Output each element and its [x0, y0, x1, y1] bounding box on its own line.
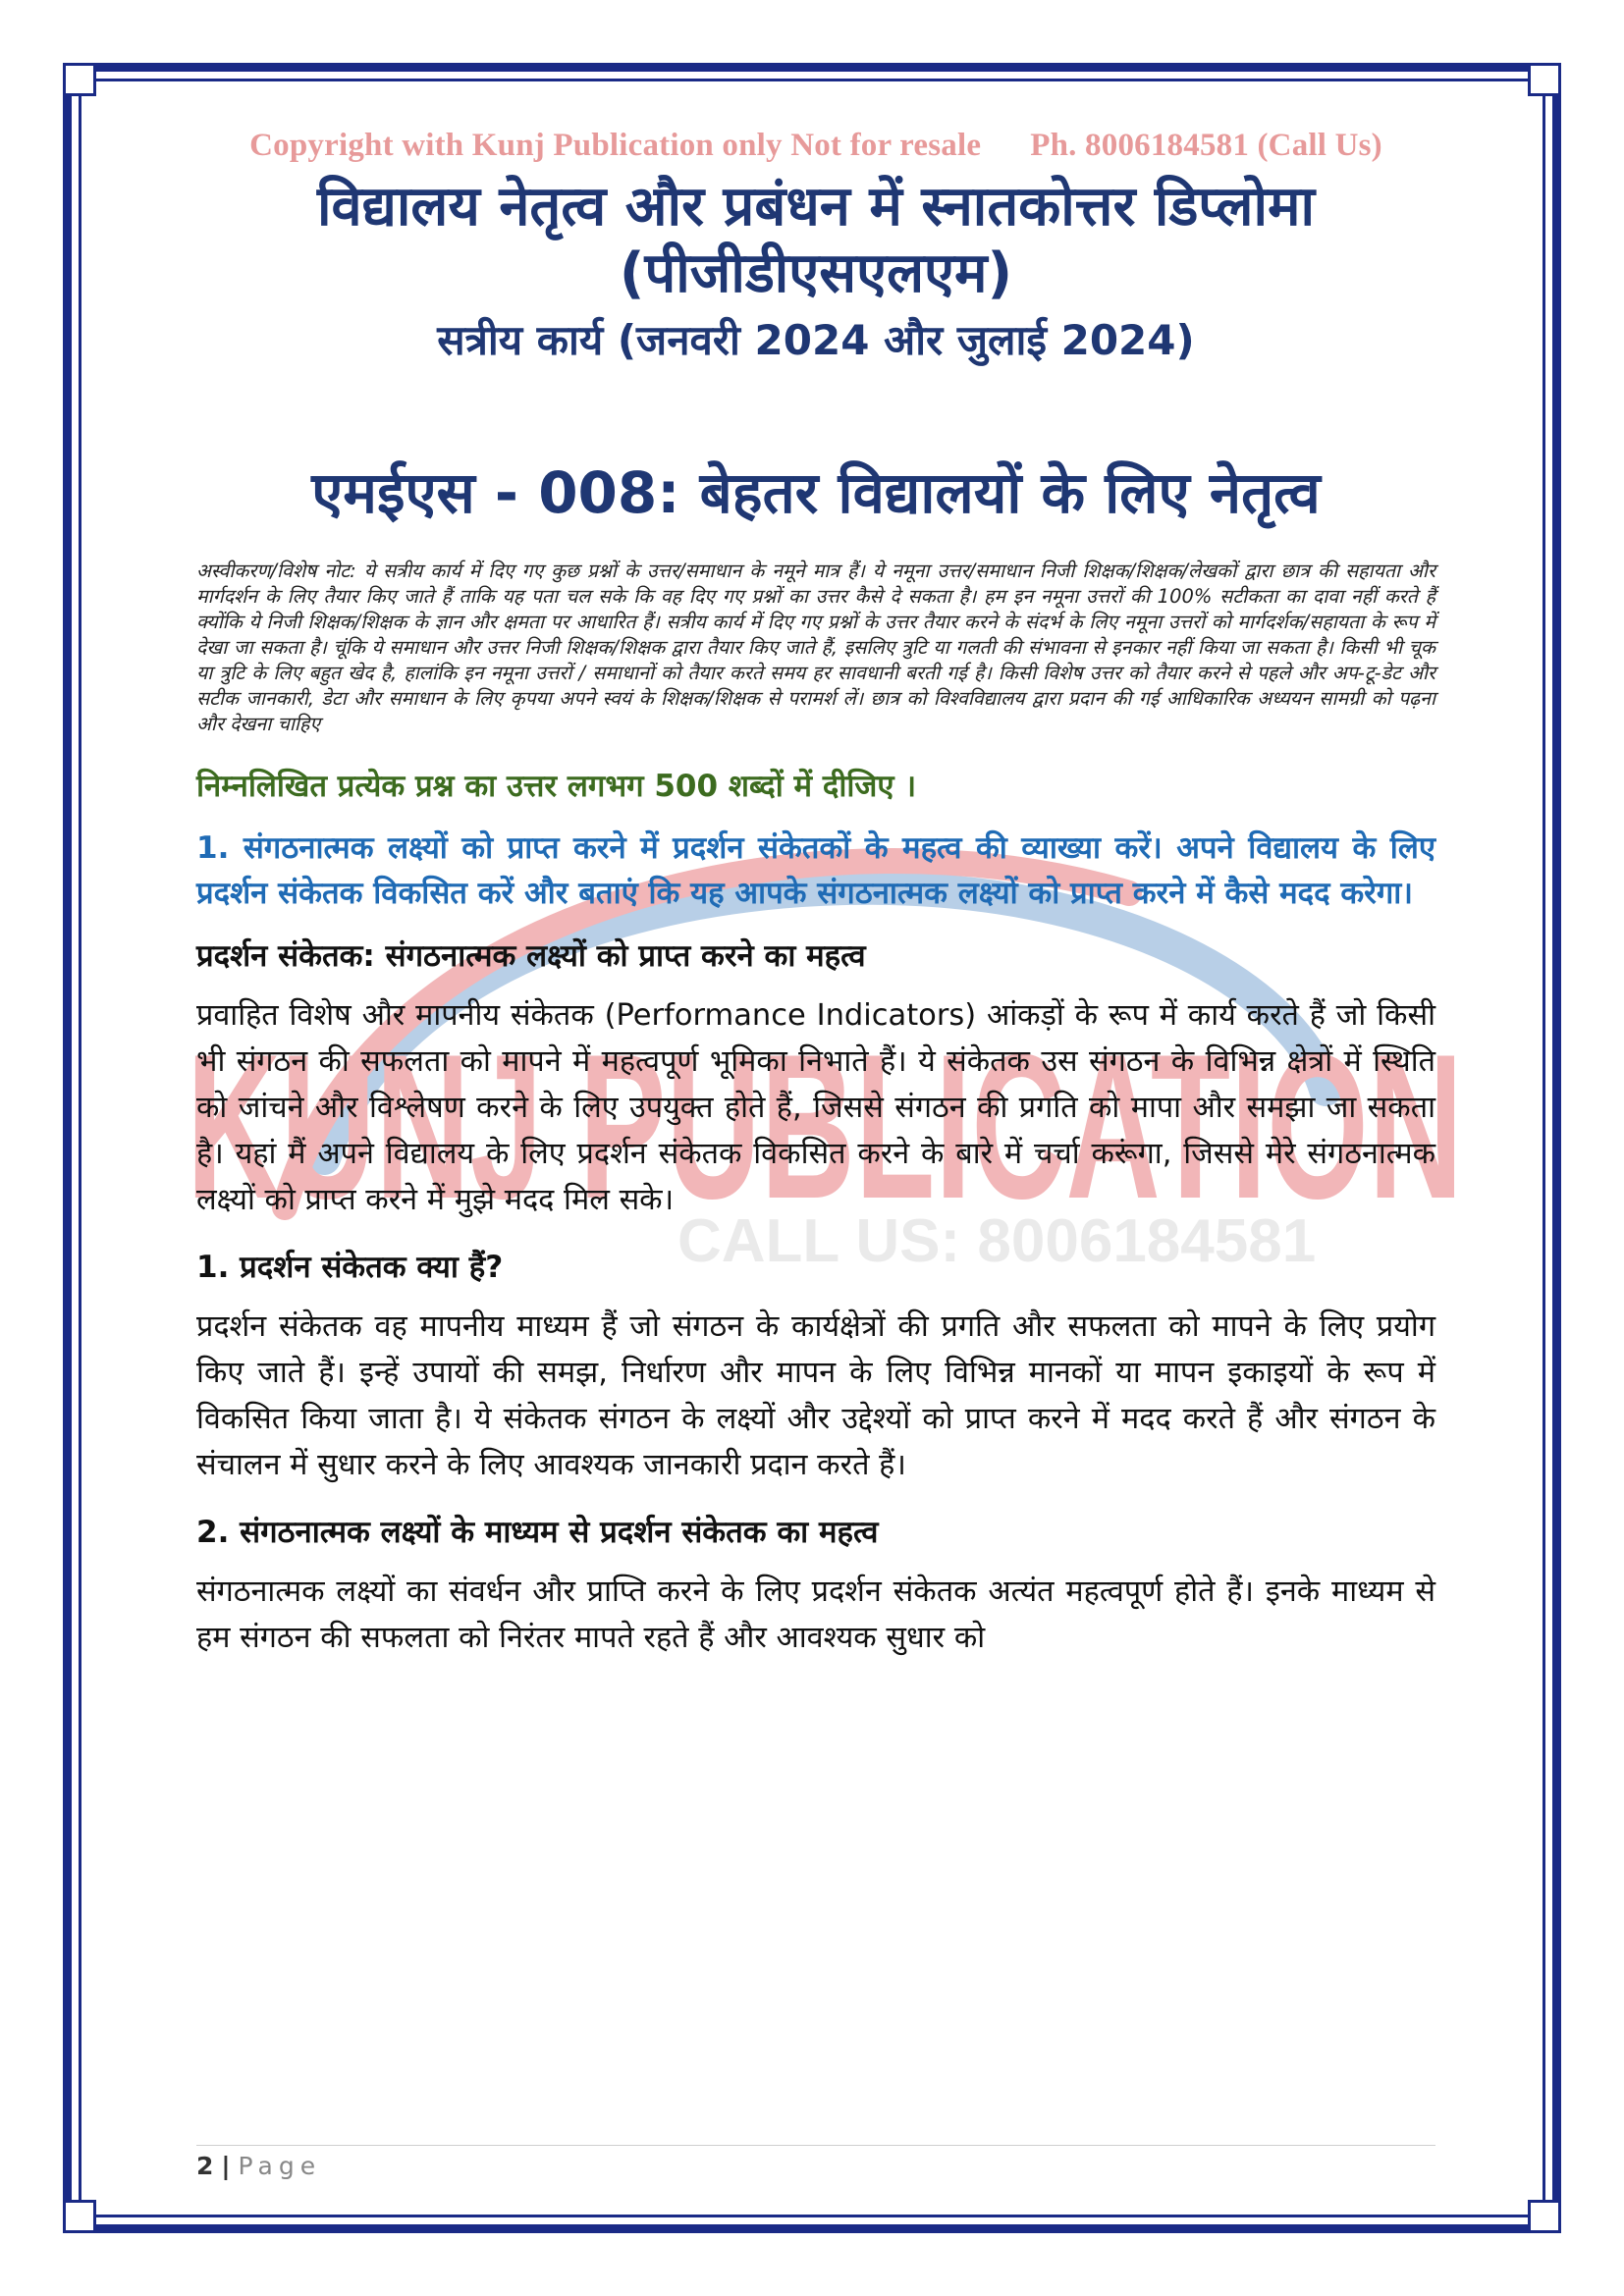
section-paragraph: प्रवाहित विशेष और मापनीय संकेतक (Performance Indicators) आंकड़ों के रूप में कार्य करते हैं जो किसी भी संगठन की सफलता को मापने में महत्वपूर्ण भूमिका निभाते हैं। ये संकेतक उस संगठन के विभिन्न क्षेत्रों में स्थिति को जांचने और विश्लेषण करने के लिए उपयुक्त होते हैं, जिससे संगठन की प्रगति को मापा और समझा जा सकता है। यहां मैं अपने विद्यालय के लिए प्रदर्शन संकेतक विकसित करने के बारे में चर्चा करूंगा, जिससे मेरे संगठनात्मक लक्ष्यों को प्राप्त करने में मुझे मदद मिल सके।: [196, 998, 1435, 1217]
copyright-header: [196, 128, 1435, 164]
document-title: विद्यालय नेतृत्व और प्रबंधन में स्नातकोत्तर डिप्लोमा: [316, 175, 1316, 239]
assignment-session: सत्रीय कार्य (जनवरी 2024 और जुलाई 2024): [437, 316, 1195, 364]
watermark-call: CALL US: 8006184581: [677, 1207, 1317, 1275]
page-label: Page: [238, 2152, 322, 2180]
watermark-brand: KUNJ PUBLICATION: [187, 1011, 1463, 1242]
border-corner-bottom-right: [1528, 2200, 1561, 2233]
page-content: [196, 128, 1435, 1682]
phone-text: Ph. 8006184581 (Call Us): [1030, 128, 1382, 163]
section-heading: प्रदर्शन संकेतक: संगठनात्मक लक्ष्यों को प्राप्त करने का महत्व: [196, 938, 866, 974]
document-title-abbr: (पीजीडीएसएलएम): [619, 241, 1013, 305]
answer-instruction: निम्नलिखित प्रत्येक प्रश्न का उत्तर लगभग 500 शब्दों में दीजिए ।: [196, 769, 917, 804]
disclaimer: अस्वीकरण/विशेष नोट: ये सत्रीय कार्य में दिए गए कुछ प्रश्नों के उत्तर/समाधान के नमूने मात्र हैं। ये नमूना उत्तर/समाधान निजी शिक्षक/शिक्षक/लेखकों द्वारा छात्र की सहायता और मार्गदर्शन के लिए तैयार किए जाते हैं ताकि यह पता चल सके कि वह दिए गए प्रश्नों का उत्तर कैसे दे सकता है। हम इन नमूना उत्तरों की 100% सटीकता का दावा नहीं करते हैं क्योंकि ये निजी शिक्षक/शिक्षक के ज्ञान और क्षमता पर आधारित हैं। सत्रीय कार्य में दिए गए प्रश्नों के उत्तर तैयार करने के संदर्भ के लिए नमूना उत्तरों को मार्गदर्शक/सहायता के रूप में देखा जा सकता है। चूंकि ये समाधान और उत्तर निजी शिक्षक/शिक्षक द्वारा तैयार किए जाते हैं, इसलिए त्रुटि या गलती की संभावना से इनकार नहीं किया जा सकता है। किसी भी चूक या त्रुटि के लिए बहुत खेद है, हालांकि इन नमूना उत्तरों / समाधानों को तैयार करते समय हर सावधानी बरती गई है। किसी विशेष उत्तर को तैयार करने से पहले और अप-टू-डेट और सटीक जानकारी, डेटा और समाधान के लिए कृपया अपने स्वयं के शिक्षक/शिक्षक से परामर्श लें। छात्र को विश्वविद्यालय द्वारा प्रदान की गई आधिकारिक अध्ययन सामग्री को पढ़ना और देखना चाहिए: [196, 560, 1435, 735]
question-1: 1. संगठनात्मक लक्ष्यों को प्राप्त करने में प्रदर्शन संकेतकों के महत्व की व्याख्या करें। अपने विद्यालय के लिए प्रदर्शन संकेतक विकसित करें और बताएं कि यह आपके संगठनात्मक लक्ष्यों को प्राप्त करने में कैसे मदद करेगा।: [196, 830, 1435, 911]
copyright-text: Copyright with Kunj Publication only Not for resale: [249, 128, 982, 163]
page-footer: [196, 2152, 321, 2180]
border-corner-bottom-left: [63, 2200, 96, 2233]
section-paragraph: प्रदर्शन संकेतक वह मापनीय माध्यम हैं जो संगठन के कार्यक्षेत्रों की प्रगति और सफलता को मापने के लिए प्रयोग किए जाते हैं। इन्हें उपायों की समझ, निर्धारण और मापन के लिए विभिन्न मानकों या मापन इकाइयों के रूप में विकसित किया जाता है। ये संकेतक संगठन के लक्ष्यों और उद्देश्यों को प्राप्त करने में मदद करते हैं और संगठन के संचालन में सुधार करने के लिए आवश्यक जानकारी प्रदान करते हैं।: [196, 1309, 1435, 1482]
section-paragraph: संगठनात्मक लक्ष्यों का संवर्धन और प्राप्ति करने के लिए प्रदर्शन संकेतक अत्यंत महत्वपूर्ण होते हैं। इनके माध्यम से हम संगठन की सफलता को निरंतर मापते रहते हैं और आवश्यक सुधार को: [196, 1575, 1435, 1655]
course-title: एमईएस - 008: बेहतर विद्यालयों के लिए नेतृत्व: [311, 459, 1321, 526]
border-corner-top-right: [1528, 63, 1561, 96]
section-heading: 2. संगठनात्मक लक्ष्यों के माध्यम से प्रदर्शन संकेतक का महत्व: [196, 1515, 879, 1550]
page-number: 2: [196, 2152, 214, 2180]
border-corner-top-left: [63, 63, 96, 96]
section-heading: 1. प्रदर्शन संकेतक क्या हैं?: [196, 1250, 504, 1285]
page-separator: |: [221, 2152, 231, 2180]
footer-divider: [196, 2145, 1435, 2146]
